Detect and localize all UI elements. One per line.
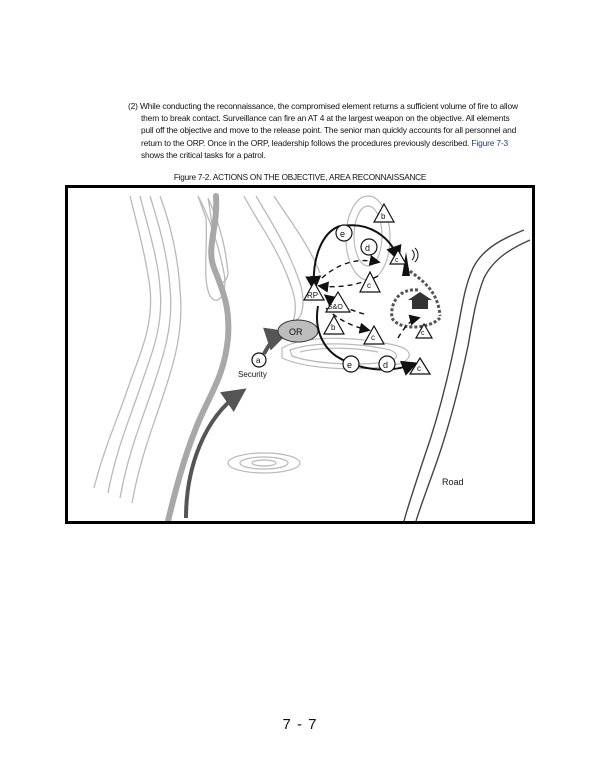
stream-line <box>168 196 228 521</box>
element-e-top-label: e <box>340 229 346 239</box>
element-c-top-right-label: c <box>395 257 399 264</box>
small-hill-contours <box>228 453 300 473</box>
element-c-middle-label: c <box>367 281 371 290</box>
element-b-top-label: b <box>381 212 386 221</box>
element-d-top-label: d <box>365 243 371 253</box>
page-number: 7 - 7 <box>282 716 318 733</box>
paragraph-line-5: shows the critical tasks for a patrol. <box>141 149 266 160</box>
figure-caption: Figure 7-2. ACTIONS ON THE OBJECTIVE, AREA RECONNAISSANCE <box>173 173 427 182</box>
recon-map-illustration <box>68 188 532 521</box>
security-label: Security <box>238 370 267 379</box>
terrain-contours <box>94 196 320 503</box>
so-label: S&O <box>328 304 343 311</box>
road-label: Road <box>442 477 464 487</box>
paragraph-line-2: them to break contact. Surveillance can fire an AT 4 at the largest weapon on the objective. All elements <box>141 113 510 124</box>
or-route-arrow <box>264 334 282 354</box>
paragraph-line-3: pull off the objective and move to the release point. The senior man quickly accounts for all personnel and <box>141 125 517 136</box>
rp-label: RP <box>307 291 319 300</box>
figure-map <box>65 185 535 524</box>
element-c-bottom-label: c <box>417 364 421 373</box>
paragraph-line-4-text: return to the ORP. Once in the ORP, leadership follows the procedures previously described. <box>141 137 470 148</box>
or-label: OR <box>289 327 303 337</box>
body-paragraph <box>128 100 556 161</box>
figure-reference-link[interactable]: Figure 7-3 <box>471 137 509 148</box>
element-c-lower-label: c <box>371 333 375 342</box>
paragraph-line-4 <box>128 137 556 149</box>
security-a-label: a <box>256 356 261 365</box>
element-e-bottom-label: e <box>347 360 353 370</box>
approach-route-arrow <box>186 393 240 518</box>
road-inner-line <box>416 240 530 521</box>
element-c-right-label: c <box>421 330 425 337</box>
element-d-bottom-label: d <box>383 360 389 370</box>
road-outer-line <box>404 230 524 521</box>
paragraph-line-1: (2) While conducting the reconnaissance, the compromised element returns a sufficient volume of fire to allow <box>128 101 518 111</box>
element-b-lower-label: b <box>331 323 336 332</box>
objective-building-icon <box>392 268 440 327</box>
